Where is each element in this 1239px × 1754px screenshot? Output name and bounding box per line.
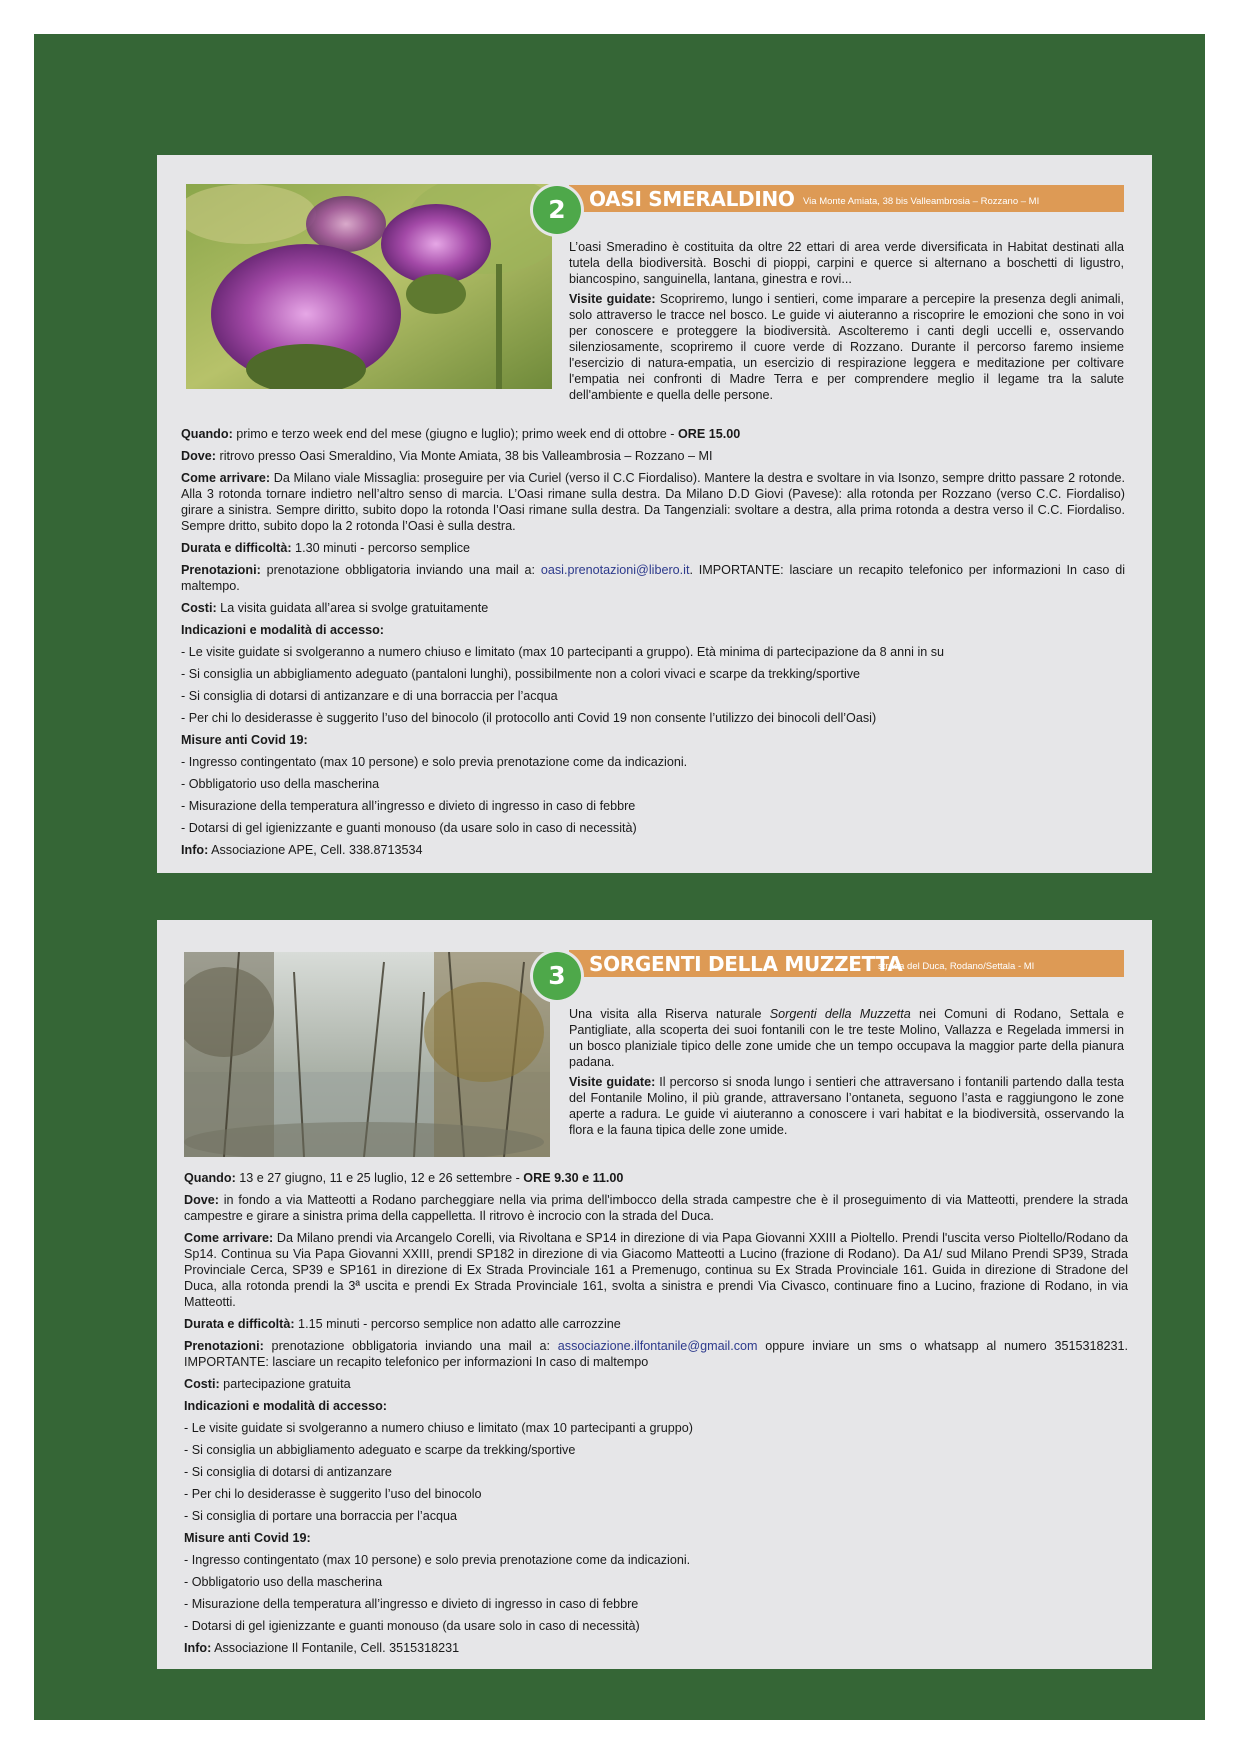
prenotazioni-line (181, 562, 1125, 594)
list-item: - Misurazione della temperatura all’ingresso e divieto di ingresso in caso di febbre (181, 799, 636, 813)
email-link[interactable]: associazione.ilfontanile@gmail.com (557, 1339, 758, 1353)
title-banner (569, 950, 1124, 977)
indicazioni-heading (181, 622, 1125, 638)
page-frame (34, 34, 1205, 1720)
visite-paragraph (569, 291, 1124, 403)
intro-text (569, 1006, 1124, 1142)
details-section (181, 426, 1125, 864)
intro-part-b: nei Comuni di Rodano, Settala e Pantigliate, alla scoperta dei suoi fontanili con le tre teste Molino, Vallazza e Regelada immersi in un bosco planiziale tipico delle zone umide che un tempo occupava la maggior parte della pianura padana. (569, 1007, 1125, 1069)
list-item: - Si consiglia un abbigliamento adeguato (pantaloni lunghi), possibilmente non a colori vivaci e scarpe da trekking/sportive (181, 667, 861, 681)
quando-text: primo e terzo week end del mese (giugno e luglio); primo week end di ottobre - (232, 427, 678, 441)
visite-label: Visite guidate: (569, 292, 656, 306)
quando-label: Quando: (181, 427, 233, 441)
visite-text: Il percorso si snoda lungo i sentieri che attraversano i fontanili partendo dalla testa del Fontanile Molino, il più grande, attraversano l’ontaneta, seguono l’asta e raggiungono le zone aperte a radura. Le guide vi aiuteranno a conoscere i vari habitat e la biodiversità, osservando la flora e la fauna tipica delle zone umide. (569, 1075, 1124, 1137)
quando-time: ORE 15.00 (677, 427, 741, 441)
email-link[interactable]: oasi.prenotazioni@libero.it (540, 563, 690, 577)
title-banner (569, 185, 1124, 212)
info-text: Associazione APE, Cell. 338.8713534 (208, 843, 423, 857)
list-item: - Obbligatorio uso della mascherina (184, 1575, 383, 1589)
durata-line (184, 1316, 1128, 1332)
dove-line (181, 448, 1125, 464)
visite-text: Scopriremo, lungo i sentieri, come imparare a percepire la presenza degli animali, solo attraverso le tracce nel bosco. Le guide vi aiuteranno a riscoprire le emozioni che sono in voi per conoscere e proteggere la biodiversità. Ascolteremo i canti degli uccelli e, osservando silenziosamente, scopriremo il cuore verde di Rozzano. Durante il percorso faremo insieme l'esercizio di natura-empatia, un esercizio di respirazione leggera e meditazione per coltivare l'empatia nei confronti di Madre Terra e per comprendere meglio il legame tra la salute dell'ambiente e quella delle persone. (569, 292, 1124, 402)
durata-line (181, 540, 1125, 556)
covid-label: Misure anti Covid 19: (181, 733, 308, 747)
river-forest-photo (184, 952, 550, 1157)
costi-label: Costi: (184, 1377, 220, 1391)
list-item: - Si consiglia un abbigliamento adeguato e scarpe da trekking/sportive (184, 1443, 576, 1457)
quando-label: Quando: (184, 1171, 236, 1185)
number-badge: 3 (533, 952, 581, 1000)
list-item: - Misurazione della temperatura all’ingresso e divieto di ingresso in caso di febbre (184, 1597, 639, 1611)
pren-text: prenotazione obbligatoria inviando una mail a: (260, 563, 541, 577)
pren-text: prenotazione obbligatoria inviando una mail a: (263, 1339, 558, 1353)
costi-label: Costi: (181, 601, 217, 615)
durata-text: 1.15 minuti - percorso semplice non adatto alle carrozzine (294, 1317, 621, 1331)
dove-label: Dove: (181, 449, 216, 463)
info-text: Associazione Il Fontanile, Cell. 3515318231 (211, 1641, 460, 1655)
dove-line (184, 1192, 1128, 1224)
card-title: OASI SMERALDINO (589, 187, 795, 211)
covid-label: Misure anti Covid 19: (184, 1531, 311, 1545)
quando-line (184, 1170, 1128, 1186)
costi-text: partecipazione gratuita (219, 1377, 351, 1391)
durata-label: Durata e difficoltà: (181, 541, 292, 555)
come-text: Da Milano viale Missaglia: proseguire per via Curiel (verso il C.C Fiordaliso). Mantere la destra e svoltare in via Isonzo, sempre dritto passare 2 rotonde. Alla 3 rotonda tornare indietro nell’altro senso di marcia. L’Oasi rimane sulla destra. Da Milano D.D Giovi (Pavese): alla rotonda per Rozzano (verso C.C. Fiordaliso) girare a sinistra. Sempre diritto, subito dopo la rotonda l’Oasi rimane sulla destra. Da Tangenziali: svoltare a destra, alla prima rotonda a destra verso il C.C. Fiordaliso. Sempre dritto, subito dopo la 2 rotonda l’Oasi è sulla destra. (181, 471, 1125, 533)
ind-label: Indicazioni e modalità di accesso: (184, 1399, 387, 1413)
costi-line (184, 1376, 1128, 1392)
list-item: - Per chi lo desiderasse è suggerito l’uso del binocolo (il protocollo anti Covid 19 non consente l’utilizzo dei binocoli dell’Oasi) (181, 711, 877, 725)
come-label: Come arrivare: (181, 471, 271, 485)
pren-label: Prenotazioni: (184, 1339, 264, 1353)
list-item: - Le visite guidate si svolgeranno a numero chiuso e limitato (max 10 partecipanti a gruppo). Età minima di partecipazione da 8 anni in su (181, 645, 945, 659)
info-label: Info: (181, 843, 209, 857)
list-item: - Dotarsi di gel igienizzante e guanti monouso (da usare solo in caso di necessità) (184, 1619, 640, 1633)
thistle-flower-photo (186, 184, 552, 389)
list-item: - Si consiglia di dotarsi di antizanzare e di una borraccia per l’acqua (181, 689, 558, 703)
card-subtitle: Via Monte Amiata, 38 bis Valleambrosia – Rozzano – MI (803, 196, 1040, 207)
costi-line (181, 600, 1125, 616)
ind-label: Indicazioni e modalità di accesso: (181, 623, 384, 637)
pren-text2: . IMPORTANTE: lasciare un recapito telefonico per informazioni In caso di maltempo. (181, 563, 1125, 593)
list-item: - Dotarsi di gel igienizzante e guanti monouso (da usare solo in caso di necessità) (181, 821, 637, 835)
covid-heading (181, 732, 1125, 748)
intro-text (569, 239, 1124, 407)
durata-text: 1.30 minuti - percorso semplice (291, 541, 471, 555)
come-arrivare-line (184, 1230, 1128, 1310)
visite-paragraph (569, 1074, 1124, 1138)
list-item: - Le visite guidate si svolgeranno a numero chiuso e limitato (max 10 partecipanti a gruppo) (184, 1421, 693, 1435)
visite-label: Visite guidate: (569, 1075, 656, 1089)
dove-label: Dove: (184, 1193, 219, 1207)
list-item: - Si consiglia di portare una borraccia per l’acqua (184, 1509, 458, 1523)
number-badge: 2 (533, 186, 581, 234)
come-text: Da Milano prendi via Arcangelo Corelli, via Rivoltana e SP14 in direzione di via Papa Giovanni XXIII a Pioltello. Prendi l'uscita verso Pioltello/Rodano da Sp14. Continua su Via Papa Giovanni XXIII, prendi SP182 in direzione di via Giacomo Matteotti a Lucino (frazione di Rodano). Da A1/ sud Milano Prendi SP39, Strada Provinciale Cerca, SP39 e SP161 in direzione di Ex Strada Provinciale 161 a Premenugo, continua su Ex Strada Provinciale 161. Guida in direzione di Stradone del Duca, alla rotonda prendi la 3ª uscita e prendi Ex Strada Provinciale 161, svolta a sinistra e prendi Via Civasco, continuare fino a Lucino, frazione di Rodano, in via Matteotti. (184, 1231, 1128, 1309)
intro-part-a: Una visita alla Riserva naturale (569, 1007, 770, 1021)
quando-time: ORE 9.30 e 11.00 (523, 1171, 624, 1185)
intro-paragraph (569, 1006, 1124, 1070)
come-label: Come arrivare: (184, 1231, 274, 1245)
card-title: SORGENTI DELLA MUZZETTA (589, 952, 903, 976)
info-line (181, 842, 1125, 858)
intro-paragraph: L’oasi Smeradino è costituita da oltre 22 ettari di area verde diversificata in Habitat destinati alla tutela della biodiversità. Boschi di pioppi, carpini e querce si alternano a boschetti di ligustro, biancospino, sanguinella, lantana, ginestra e rovi... (569, 240, 1124, 286)
info-label: Info: (184, 1641, 212, 1655)
covid-heading (184, 1530, 1128, 1546)
list-item: - Per chi lo desiderasse è suggerito l’uso del binocolo (184, 1487, 482, 1501)
details-section (184, 1170, 1128, 1662)
durata-label: Durata e difficoltà: (184, 1317, 295, 1331)
quando-line (181, 426, 1125, 442)
event-card-sorgenti-muzzetta (157, 920, 1152, 1669)
list-item: - Ingresso contingentato (max 10 persone) e solo previa prenotazione come da indicazioni. (184, 1553, 691, 1567)
event-card-oasi-smeraldino (157, 155, 1152, 873)
info-line (184, 1640, 1128, 1656)
pren-label: Prenotazioni: (181, 563, 261, 577)
intro-italic: Sorgenti della Muzzetta (769, 1007, 911, 1021)
list-item: - Obbligatorio uso della mascherina (181, 777, 380, 791)
card-subtitle: strada del Duca, Rodano/Settala - MI (878, 961, 1035, 972)
dove-text: in fondo a via Matteotti a Rodano parcheggiare nella via prima dell'imbocco della strada campestre che è il proseguimento di via Matteotti, prendere la strada campestre e girare a sinistra prima della cappelletta. Il ritrovo è incrocio con la strada del Duca. (184, 1193, 1128, 1223)
list-item: - Ingresso contingentato (max 10 persone) e solo previa prenotazione come da indicazioni. (181, 755, 688, 769)
list-item: - Si consiglia di dotarsi di antizanzare (184, 1465, 392, 1479)
costi-text: La visita guidata all’area si svolge gratuitamente (216, 601, 489, 615)
indicazioni-heading (184, 1398, 1128, 1414)
prenotazioni-line (184, 1338, 1128, 1370)
quando-text: 13 e 27 giugno, 11 e 25 luglio, 12 e 26 settembre - (235, 1171, 524, 1185)
come-arrivare-line (181, 470, 1125, 534)
dove-text: ritrovo presso Oasi Smeraldino, Via Monte Amiata, 38 bis Valleambrosia – Rozzano – MI (216, 449, 713, 463)
pren-text2: oppure inviare un sms o whatsapp al numero 3515318231. IMPORTANTE: lasciare un recapito telefonico per informazioni In caso di maltempo (184, 1339, 1129, 1369)
